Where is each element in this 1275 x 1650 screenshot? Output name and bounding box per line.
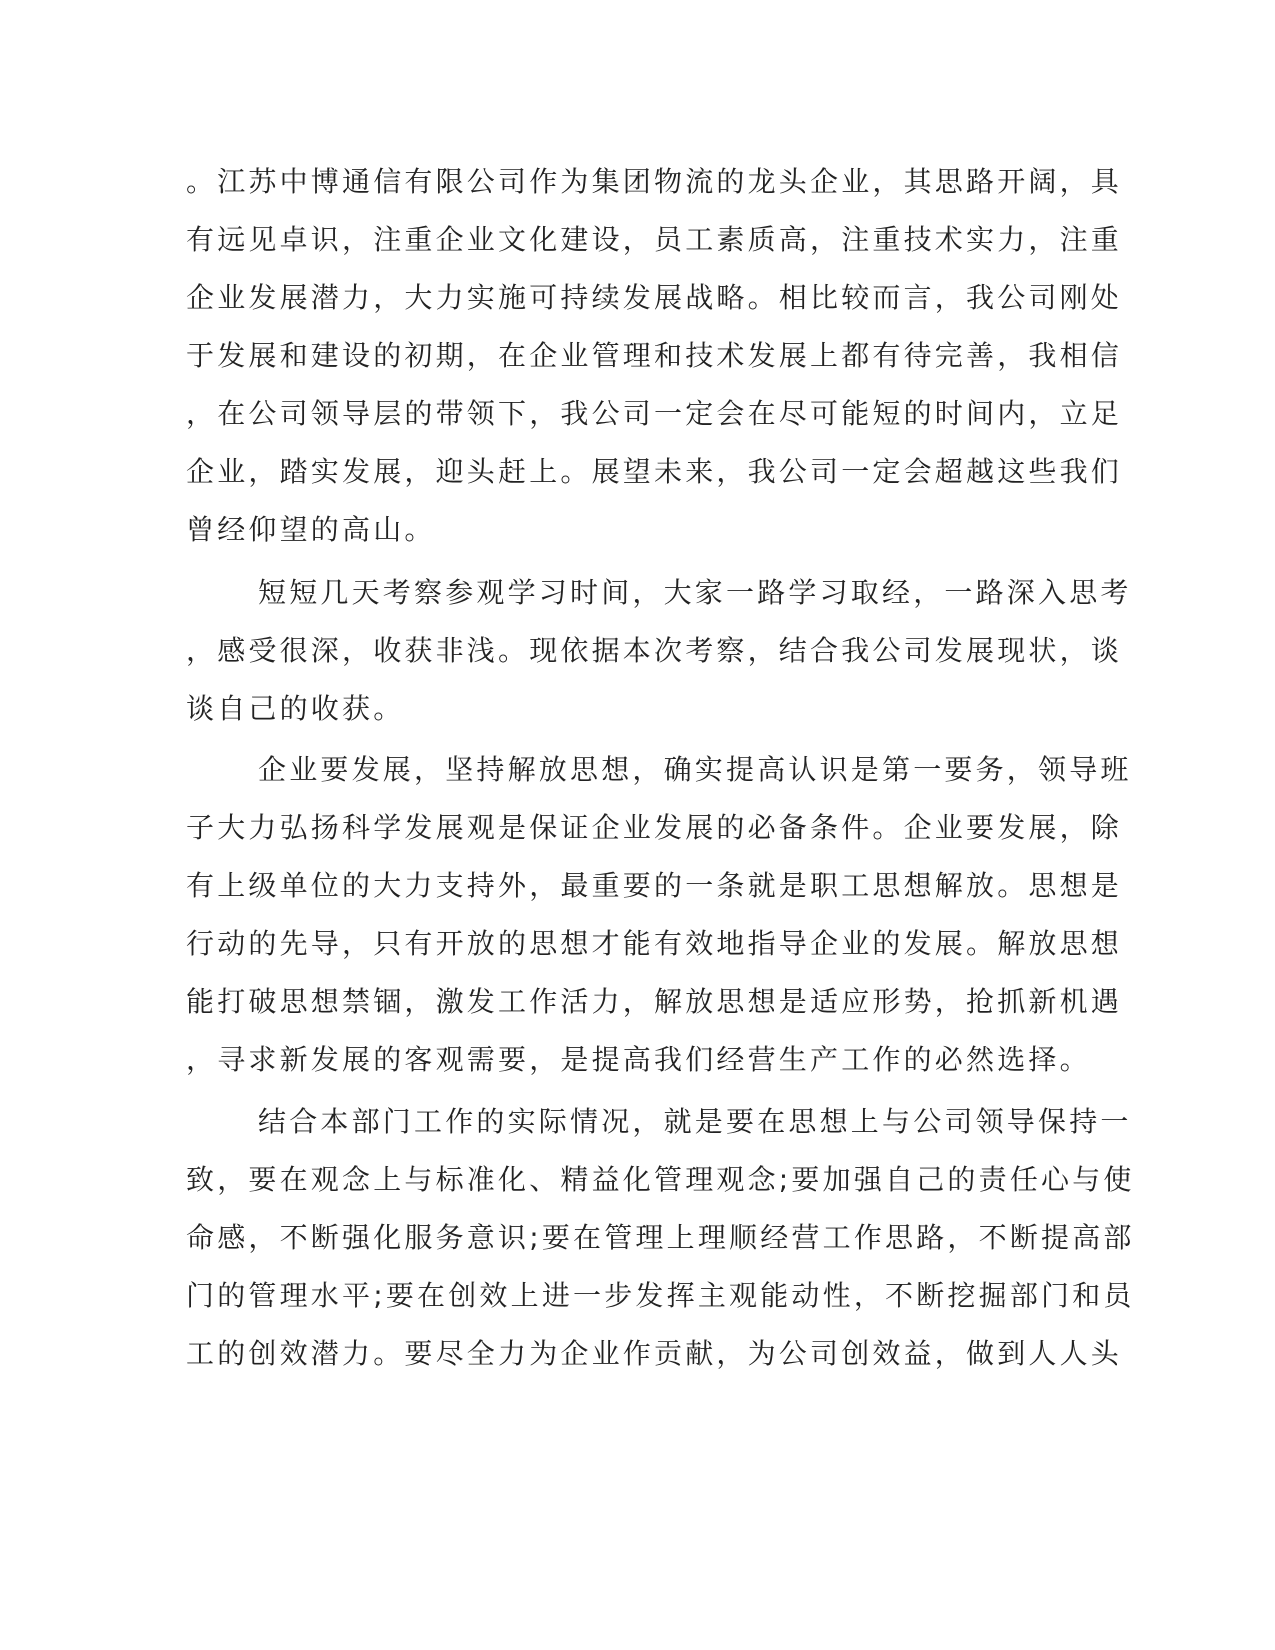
text-line: 谈自己的收获。 <box>186 692 405 725</box>
text-line: 致，要在观念上与标准化、精益化管理观念;要加强自己的责任心与使 <box>186 1163 1135 1196</box>
text-line: 有远见卓识，注重企业文化建设，员工素质高，注重技术实力，注重 <box>186 223 1123 256</box>
text-line: 工的创效潜力。要尽全力为企业作贡献，为公司创效益，做到人人头 <box>186 1337 1123 1370</box>
text-line: 有上级单位的大力支持外，最重要的一条就是职工思想解放。思想是 <box>186 869 1123 902</box>
text-line: ，寻求新发展的客观需要，是提高我们经营生产工作的必然选择。 <box>186 1043 1091 1076</box>
text-line: 行动的先导，只有开放的思想才能有效地指导企业的发展。解放思想 <box>186 927 1123 960</box>
paragraph-first-line: 结合本部门工作的实际情况，就是要在思想上与公司领导保持一 <box>258 1105 1132 1138</box>
text-line: 能打破思想禁锢，激发工作活力，解放思想是适应形势，抢抓新机遇 <box>186 985 1123 1018</box>
text-line: 于发展和建设的初期，在企业管理和技术发展上都有待完善，我相信 <box>186 339 1123 372</box>
text-line: ，感受很深，收获非浅。现依据本次考察，结合我公司发展现状，谈 <box>186 634 1123 667</box>
text-line: 子大力弘扬科学发展观是保证企业发展的必备条件。企业要发展，除 <box>186 811 1123 844</box>
text-line: 门的管理水平;要在创效上进一步发挥主观能动性，不断挖掘部门和员 <box>186 1279 1135 1312</box>
paragraph-first-line: 企业要发展，坚持解放思想，确实提高认识是第一要务，领导班 <box>258 753 1132 786</box>
text-line: ，在公司领导层的带领下，我公司一定会在尽可能短的时间内，立足 <box>186 397 1123 430</box>
text-line: 命感，不断强化服务意识;要在管理上理顺经营工作思路，不断提高部 <box>186 1221 1135 1254</box>
paragraph-first-line: 短短几天考察参观学习时间，大家一路学习取经，一路深入思考 <box>258 576 1132 609</box>
text-line: 。江苏中博通信有限公司作为集团物流的龙头企业，其思路开阔，具 <box>186 165 1123 198</box>
text-line: 企业，踏实发展，迎头赶上。展望未来，我公司一定会超越这些我们 <box>186 455 1123 488</box>
text-line: 曾经仰望的高山。 <box>186 513 436 546</box>
text-line: 企业发展潜力，大力实施可持续发展战略。相比较而言，我公司刚处 <box>186 281 1123 314</box>
